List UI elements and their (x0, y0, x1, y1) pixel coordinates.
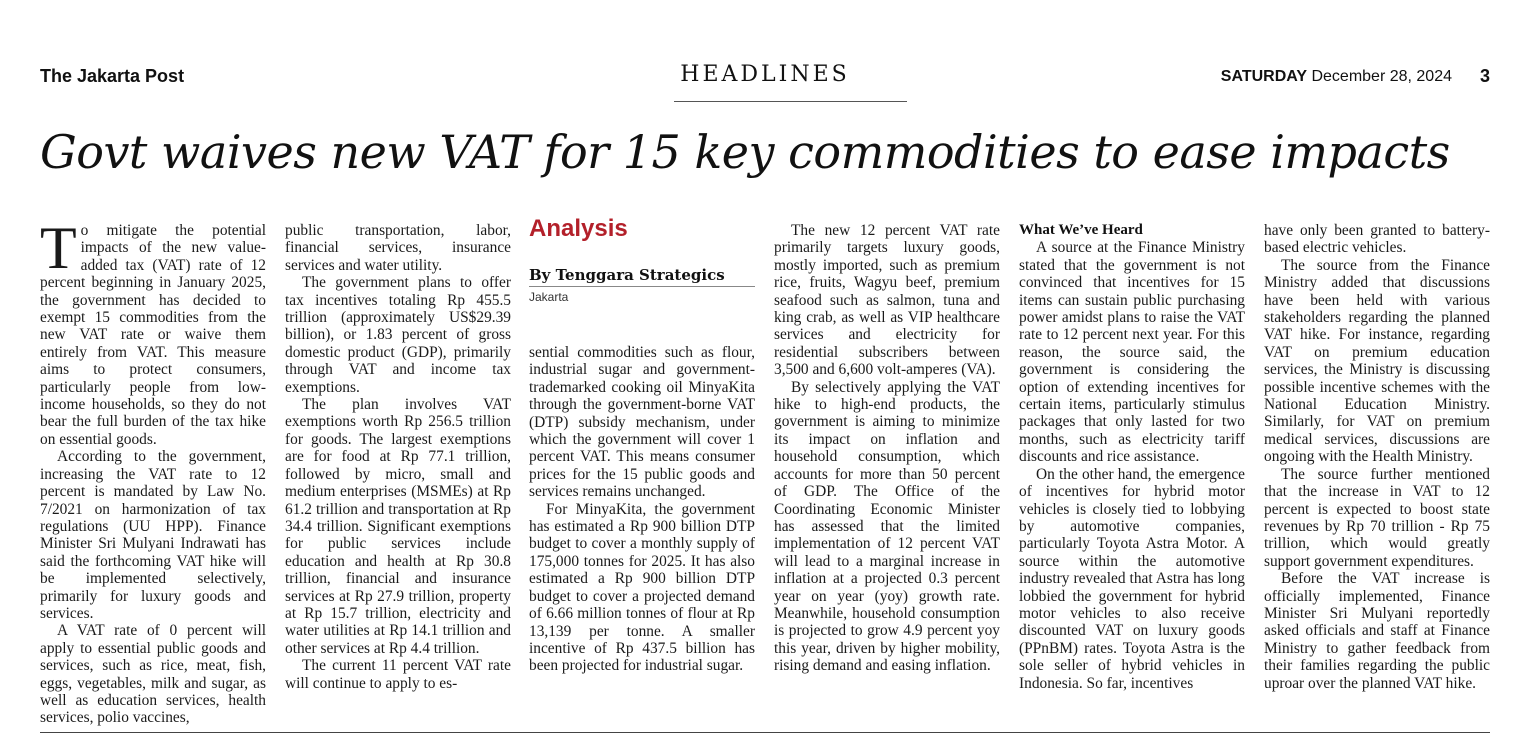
article-paragraph: The plan involves VAT exemptions worth Rp 256.5 trillion for goods. The largest exemptions are for food at Rp 77.1 trillion, followed by micro, small and medium enterprises (MSMEs) at Rp 61.2 trillion and transportation at Rp 34.4 trillion. Significant exemptions for public services include education and health at Rp 30.8 trillion, financial and insurance services at Rp 27.9 trillion, property at Rp 15.7 trillion, electricity and water utilities at Rp 14.1 trillion and other services at Rp 4.4 trillion. (285, 396, 511, 657)
article-paragraph: sential commodities such as flour, industrial sugar and government-trademarked cooking oil MinyaKita through the government-borne VAT (DTP) subsidy mechanism, under which the government will cover 1 percent VAT. This means consumer prices for the 15 public goods and services remains unchanged. (529, 344, 755, 501)
article-column-4 (774, 222, 1000, 675)
article-paragraph: A VAT rate of 0 percent will apply to essential public goods and services, such as rice, meat, fish, eggs, vegetables, milk and sugar, as well as education services, health services, polio vaccines, (40, 622, 266, 727)
section-rule (674, 101, 907, 102)
article-paragraph: Before the VAT increase is officially implemented, Finance Minister Sri Mulyani reportedly asked officials and staff at Finance Ministry to gather feedback from their families regarding the public uproar over the planned VAT hike. (1264, 570, 1490, 692)
article-paragraph: The current 11 percent VAT rate will continue to apply to es- (285, 657, 511, 692)
drop-cap: T (40, 215, 77, 281)
article-paragraph: have only been granted to battery-based electric vehicles. (1264, 222, 1490, 257)
article-paragraph: To mitigate the potential impacts of the new value-added tax (VAT) rate of 12 percent beginning in January 2025, the government has decided to exempt 15 commodities from the new VAT rate or waive them entirely from VAT. This measure aims to protect consumers, particularly people from low-income households, so they do not bear the full burden of the tax hike on essential goods. (40, 215, 266, 448)
article-column-1 (40, 215, 266, 727)
headline: Govt waives new VAT for 15 key commodities to ease impacts (40, 125, 1450, 179)
analysis-label: Analysis (529, 215, 628, 242)
article-paragraph: The government plans to offer tax incentives totaling Rp 455.5 trillion (approximately US$29.39 billion), or 1.83 percent of gross domestic product (GDP), primarily through VAT and income tax exemptions. (285, 274, 511, 396)
byline: By Tenggara Strategics (529, 266, 755, 287)
article-paragraph: On the other hand, the emergence of incentives for hybrid motor vehicles is closely tied to lobbying by automotive companies, particularly Toyota Astra Motor. A source within the automotive industry revealed that Astra has long lobbied the government for hybrid motor vehicles to also receive discounted VAT on luxury goods (PPnBM) rates. Toyota Astra is the sole seller of hybrid vehicles in Indonesia. So far, incentives (1019, 465, 1245, 692)
dateline: Jakarta (529, 290, 569, 304)
subhead: What We’ve Heard (1019, 222, 1143, 238)
article-paragraph: public transportation, labor, financial services, insurance services and water utility. (285, 222, 511, 274)
article-column-5 (1019, 222, 1245, 692)
article-column-2 (285, 222, 511, 692)
article-paragraph: The new 12 percent VAT rate primarily targets luxury goods, mostly imported, such as premium rice, fruits, Wagyu beef, premium seafood such as salmon, tuna and king crab, as well as VIP healthcare services and electricity for residential subscribers between 3,500 and 6,600 volt-amperes (VA). (774, 222, 1000, 379)
article-paragraph: A source at the Finance Ministry stated that the government is not convinced that incentives for 15 items can sustain public purchasing power amidst plans to raise the VAT rate to 12 percent next year. For this reason, the source said, the government is considering the option of extending incentives for certain items, particularly stimulus packages that only lasted for two months, such as electricity tariff discounts and rice assistance. (1019, 239, 1245, 466)
article-column-6 (1264, 222, 1490, 692)
article-paragraph: The source further mentioned that the increase in VAT to 12 percent is expected to boost state revenues by Rp 70 trillion - Rp 75 trillion, which would greatly support government expenditures. (1264, 465, 1490, 570)
bottom-rule (40, 732, 1490, 733)
issue-day: SATURDAY (1220, 68, 1308, 85)
section-name: HEADLINES (680, 62, 850, 87)
article-paragraph: According to the government, increasing the VAT rate to 12 percent is mandated by Law No. 7/2021 on harmonization of tax regulations (UU HPP). Finance Minister Sri Mulyani Indrawati has said the forthcoming VAT hike will be implemented selectively, primarily for luxury goods and services. (40, 448, 266, 622)
article-paragraph: By selectively applying the VAT hike to high-end products, the government is aiming to minimize its impact on inflation and household consumption, which accounts for more than 50 percent of GDP. The Office of the Coordinating Economic Minister has assessed that the limited implementation of 12 percent VAT will lead to a marginal increase in inflation at a projected 0.3 percent year on year (yoy) growth rate. Meanwhile, household consumption is projected to grow 4.9 percent yoy this year, driven by higher mobility, rising demand and easing inflation. (774, 378, 1000, 675)
article-paragraph: For MinyaKita, the government has estimated a Rp 900 billion DTP budget to cover a monthly supply of 175,000 tonnes for 2025. It has also estimated a Rp 900 billion DTP budget to cover a projected demand of 6.66 million tonnes of flour at Rp 13,139 per tonne. A smaller incentive of Rp 437.5 billion has been projected for industrial sugar. (529, 500, 755, 675)
publication-name: The Jakarta Post (40, 66, 185, 86)
issue-date (1221, 68, 1452, 86)
article-paragraph: The source from the Finance Ministry added that discussions have been held with various stakeholders regarding the planned VAT hike. For instance, regarding VAT on premium education services, the Ministry is discussing possible incentive schemes with the National Education Ministry. Similarly, for VAT on premium medical services, discussions are ongoing with the Health Ministry. (1264, 256, 1490, 466)
article-column-3 (529, 344, 755, 675)
page-number: 3 (1479, 66, 1490, 86)
issue-date-text: December 28, 2024 (1311, 68, 1452, 85)
